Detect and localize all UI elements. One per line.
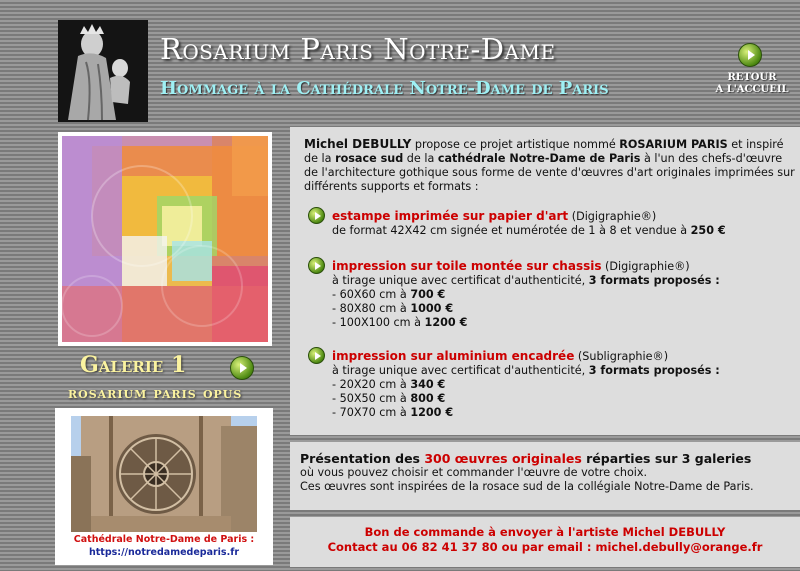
photo-caption-title: Cathédrale Notre-Dame de Paris : xyxy=(73,534,255,545)
presentation-panel xyxy=(290,442,800,510)
home-link-line-1[interactable]: RETOUR xyxy=(727,72,777,83)
home-link-line-2[interactable]: A L'ACCUEIL xyxy=(715,84,789,95)
works-count: 300 œuvres originales xyxy=(424,451,582,466)
product-formats: 3 formats proposés : xyxy=(588,364,720,377)
product-title[interactable]: impression sur aluminium encadrée xyxy=(332,349,575,363)
cathedral-term: cathédrale Notre-Dame de Paris xyxy=(437,152,641,165)
notre-dame-website-link[interactable]: https://notredamedeparis.fr xyxy=(88,547,240,558)
intro-text-1: propose ce projet artistique nommé xyxy=(411,138,620,151)
presentation-line-2: où vous pouvez choisir et commander l'œuvre de votre choix. xyxy=(300,466,648,479)
virgin-statue-image xyxy=(58,20,148,122)
intro-text-2: et inspiré de la xyxy=(304,138,784,165)
contact-info[interactable]: Contact au 06 82 41 37 80 ou par email : michel.debully@orange.fr xyxy=(327,540,763,554)
product-price: 250 € xyxy=(690,224,726,237)
cathedral-photo-image xyxy=(71,416,257,532)
order-panel xyxy=(290,517,800,567)
format-size: - 70X70 cm à xyxy=(332,406,411,419)
home-link[interactable] xyxy=(712,72,792,96)
format-size: - 100X100 cm à xyxy=(332,316,425,329)
home-play-button-icon[interactable] xyxy=(738,43,762,67)
product-technique: (Digigraphie®) xyxy=(568,210,657,223)
product-play-button-icon[interactable] xyxy=(308,257,325,274)
format-price: 700 € xyxy=(410,288,446,301)
product-formats: 3 formats proposés : xyxy=(588,274,720,287)
rose-window-term: rosace sud xyxy=(335,152,404,165)
format-size: - 50X50 cm à xyxy=(332,392,411,405)
gallery-subtitle: rosarium paris opus xyxy=(68,384,243,402)
format-price: 1000 € xyxy=(410,302,454,315)
presentation-text-1: Présentation des xyxy=(300,451,425,466)
format-price: 340 € xyxy=(410,378,446,391)
intro-text xyxy=(304,137,796,194)
product-details: à tirage unique avec certificat d'authenticité, xyxy=(332,274,589,287)
product-play-button-icon[interactable] xyxy=(308,207,325,224)
site-subtitle: Hommage à la Cathédrale Notre-Dame de Paris xyxy=(160,78,609,99)
intro-text-3: de la xyxy=(403,152,438,165)
product-play-button-icon[interactable] xyxy=(308,347,325,364)
format-size: - 60X60 cm à xyxy=(332,288,411,301)
product-technique: (Digigraphie®) xyxy=(601,260,690,273)
product-technique: (Subligraphie®) xyxy=(574,350,669,363)
product-title[interactable]: impression sur toile montée sur chassis xyxy=(332,259,602,273)
presentation-text-2: réparties sur 3 galeries xyxy=(581,451,752,466)
presentation-text xyxy=(300,452,796,494)
format-price: 1200 € xyxy=(424,316,468,329)
format-size: - 80X80 cm à xyxy=(332,302,411,315)
format-price: 1200 € xyxy=(410,406,454,419)
description-panel xyxy=(290,127,800,435)
artwork-preview-image[interactable] xyxy=(58,132,272,346)
presentation-line-3: Ces œuvres sont inspirées de la rosace sud de la collégiale Notre-Dame de Paris. xyxy=(300,480,754,493)
product-title[interactable]: estampe imprimée sur papier d'art xyxy=(332,209,569,223)
gallery-play-button-icon[interactable] xyxy=(230,356,254,380)
site-title: Rosarium Paris Notre-Dame xyxy=(160,32,556,66)
intro-text-4: à l'un des chefs-d'œuvre de l'architecture gothique sous forme de vente d'œuvres d'art originales imprimées sur différents supports et formats : xyxy=(304,152,795,193)
artist-name: Michel DEBULLY xyxy=(304,137,412,151)
format-price: 800 € xyxy=(410,392,446,405)
format-size: - 20X20 cm à xyxy=(332,378,411,391)
cathedral-photo-card[interactable] xyxy=(55,408,273,565)
product-details: de format 42X42 cm signée et numérotée de 1 à 8 et vendue à xyxy=(332,224,691,237)
order-form-link[interactable]: Bon de commande à envoyer à l'artiste Michel DEBULLY xyxy=(364,525,726,539)
project-name: ROSARIUM PARIS xyxy=(619,138,728,151)
product-details: à tirage unique avec certificat d'authenticité, xyxy=(332,364,589,377)
gallery-1-link[interactable]: Galerie 1 xyxy=(80,352,187,378)
